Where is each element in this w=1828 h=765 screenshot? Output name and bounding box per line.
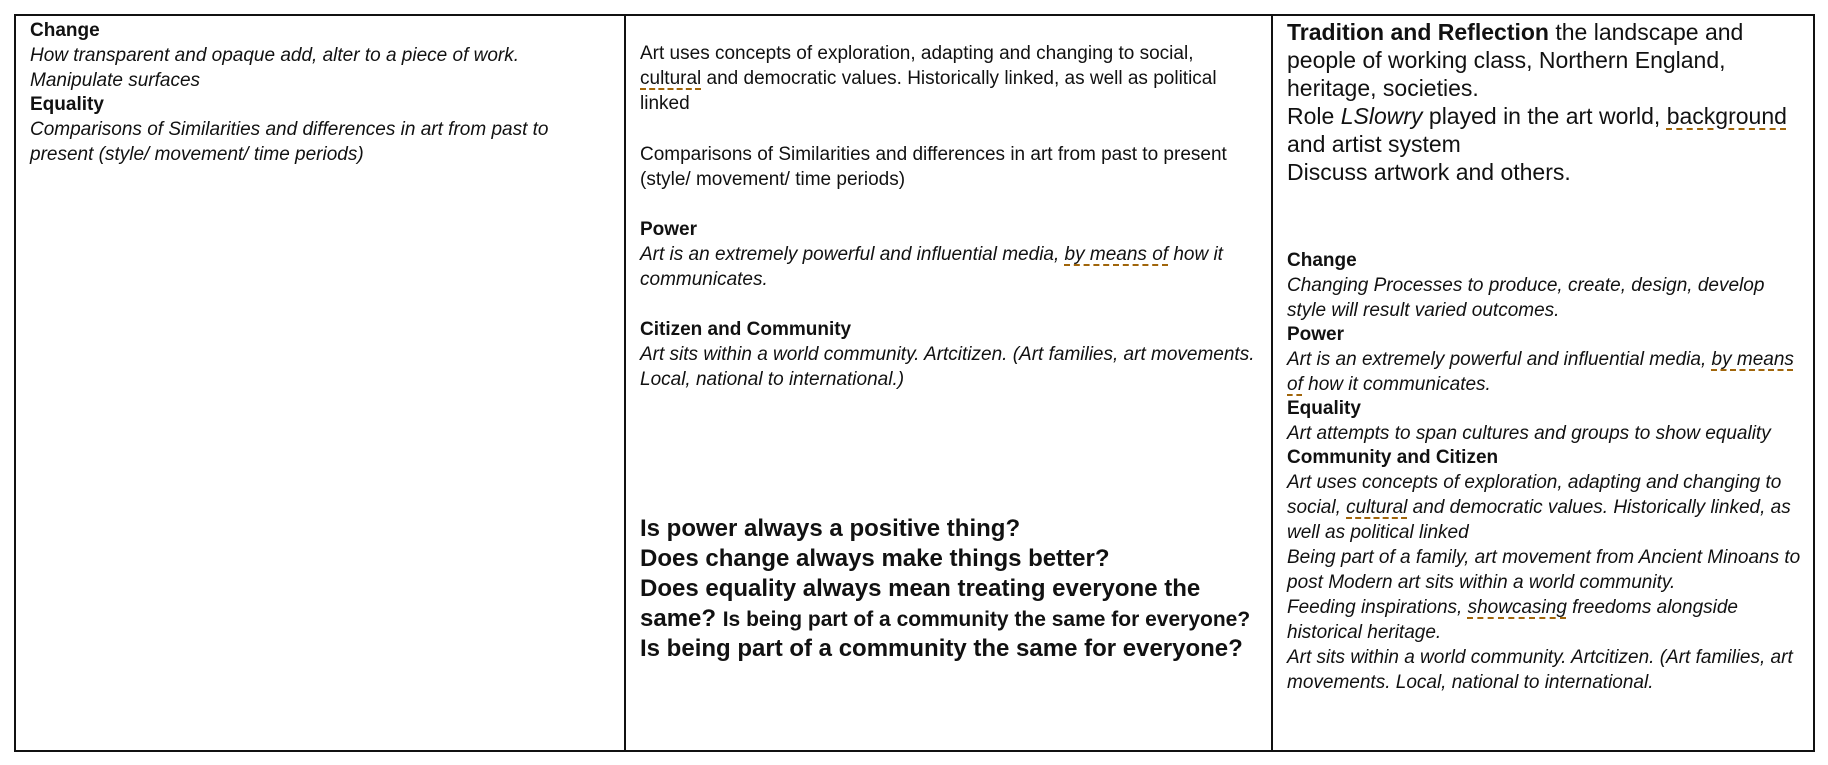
comparisons-paragraph: Comparisons of Similarities and differences in art from past to present (style/ movement/ time periods) (640, 144, 1227, 190)
citizen-heading: Citizen and Community (640, 319, 852, 340)
question-power: Is power always a positive thing? (640, 515, 1021, 542)
discuss-text: Discuss artwork and others. (1287, 159, 1571, 185)
power-text: Art is an extremely powerful and influential media, by means of how it communicates. (1287, 349, 1794, 395)
spellcheck-word: cultural (640, 68, 702, 89)
change-heading: Change (1287, 250, 1357, 271)
community-text: Art uses concepts of exploration, adapting and changing to social, cultural and democratic values. Historically linked, as well as political linked (1287, 472, 1791, 543)
world-community-text: Art sits within a world community. Artcitizen. (Art families, art movements. Local, national to international. (1287, 647, 1793, 693)
equality-heading: Equality (30, 94, 104, 115)
concepts-paragraph: Art uses concepts of exploration, adapting and changing to social, cultural and democratic values. Historically linked, as well as political linked (640, 43, 1217, 114)
change-text: Changing Processes to produce, create, design, develop style will result varied outcomes. (1287, 275, 1765, 321)
tradition-paragraph: Tradition and Reflection the landscape and people of working class, Northern England, heritage, societies. (1287, 19, 1744, 101)
spellcheck-phrase: by means of (1064, 244, 1169, 265)
spellcheck-phrase: by means of (1287, 349, 1794, 395)
column-middle (626, 16, 1273, 750)
feeding-text: Feeding inspirations, showcasing freedoms alongside historical heritage. (1287, 597, 1738, 643)
citizen-text: Art sits within a world community. Artcitizen. (Art families, art movements. Local, national to international.) (640, 344, 1255, 390)
spellcheck-word: background (1666, 103, 1787, 129)
power-text: Art is an extremely powerful and influential media, by means of how it communicates. (640, 244, 1223, 290)
power-heading: Power (640, 219, 698, 240)
column-left (16, 16, 626, 750)
power-heading: Power (1287, 324, 1345, 345)
question-change: Does change always make things better? (640, 545, 1110, 572)
change-text-2: Manipulate surfaces (30, 70, 201, 91)
curriculum-table (14, 14, 1815, 752)
question-equality: Does equality always mean treating everyone the same? Is being part of a community the same for everyone? (640, 575, 1251, 632)
column-right (1273, 16, 1813, 750)
community-heading: Community and Citizen (1287, 447, 1499, 468)
question-community: Is being part of a community the same for everyone? (640, 635, 1243, 662)
change-text: How transparent and opaque add, alter to a piece of work. (30, 45, 520, 66)
equality-heading: Equality (1287, 398, 1361, 419)
family-text: Being part of a family, art movement from Ancient Minoans to post Modern art sits within a world community. (1287, 547, 1801, 593)
spellcheck-word: showcasing (1467, 597, 1567, 618)
change-heading: Change (30, 20, 100, 41)
spellcheck-word: cultural (1346, 497, 1408, 518)
role-paragraph: Role LSlowry played in the art world, background and artist system (1287, 103, 1787, 157)
equality-text: Art attempts to span cultures and groups to show equality (1287, 423, 1771, 444)
equality-text: Comparisons of Similarities and differences in art from past to present (style/ movement/ time periods) (30, 119, 549, 165)
